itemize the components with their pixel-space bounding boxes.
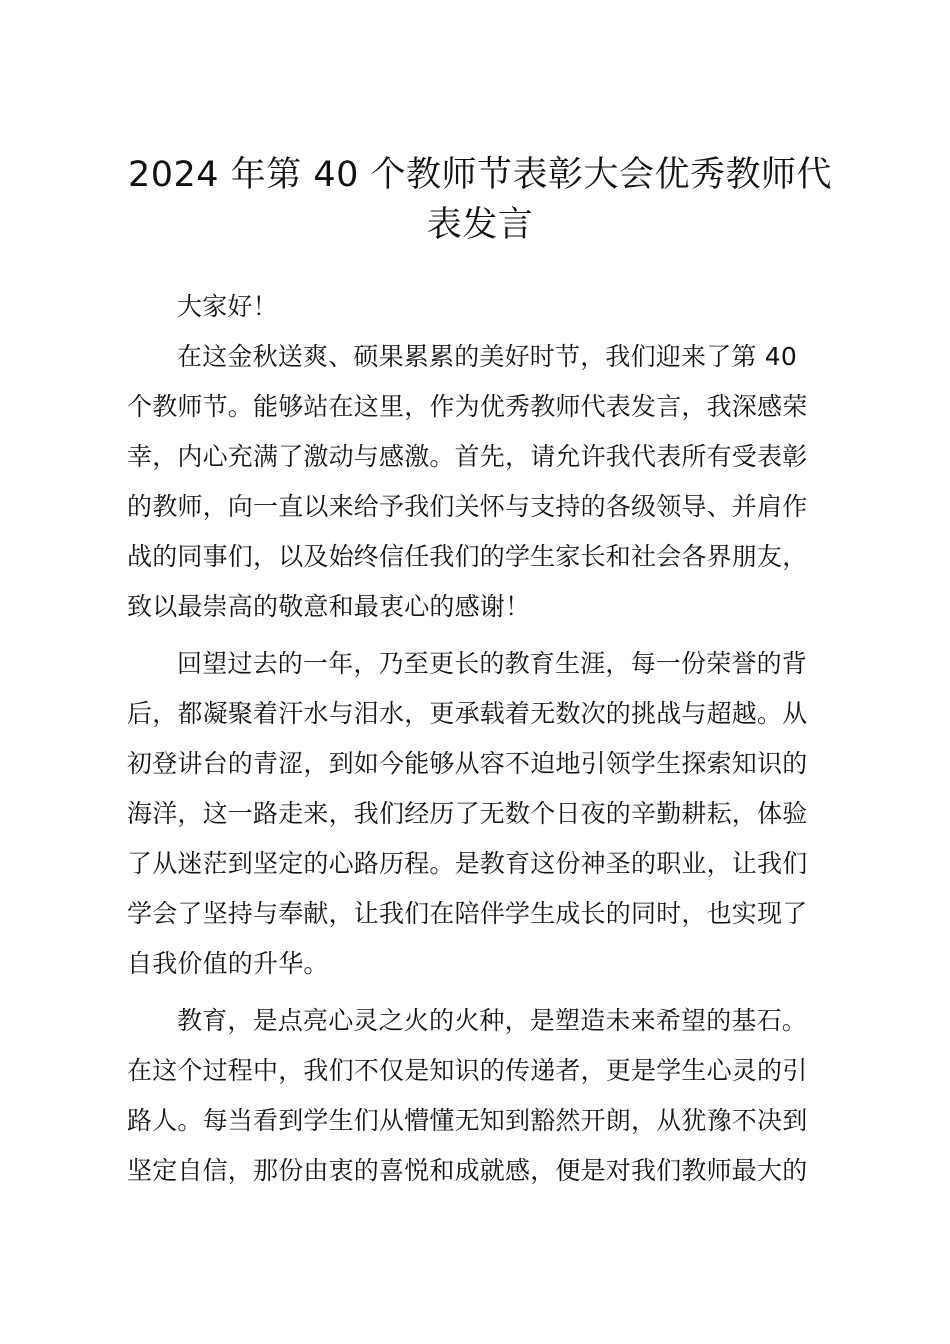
text-line: 初登讲台的青涩，到如今能够从容不迫地引领学生探索知识的 [127,749,808,778]
paragraph-spacer [127,989,837,996]
text-line: 海洋，这一路走来，我们经历了无数个日夜的辛勤耕耘，体验 [127,799,808,828]
text-line: 幸，内心充满了激动与感激。首先，请允许我代表所有受表彰 [127,442,808,471]
text-line: 在这个过程中，我们不仅是知识的传递者，更是学生心灵的引 [127,1056,808,1085]
document-body [127,282,837,1196]
text-line: 学会了坚持与奉献，让我们在陪伴学生成长的同时，也实现了 [127,899,808,928]
text-line: 回望过去的一年，乃至更长的教育生涯，每一份荣誉的背 [177,649,808,678]
text-line: 教育，是点亮心灵之火的火种，是塑造未来希望的基石。 [177,1006,808,1035]
text-line: 在这金秋送爽、硕果累累的美好时节，我们迎来了第 40 [177,342,797,371]
paragraph-spacer [127,632,837,639]
title-line-2: 表发言 [426,205,534,245]
text-line: 坚定自信，那份由衷的喜悦和成就感，便是对我们教师最大的 [127,1156,808,1185]
paragraph-3 [127,996,837,1196]
text-line: 路人。每当看到学生们从懵懂无知到豁然开朗，从犹豫不决到 [127,1106,808,1135]
text-line: 致以最崇高的敬意和最衷心的感谢！ [127,592,531,621]
text-line: 了从迷茫到坚定的心路历程。是教育这份神圣的职业，让我们 [127,849,808,878]
text-line: 后，都凝聚着汗水与泪水，更承载着无数次的挑战与超越。从 [127,699,808,728]
text-line: 的教师，向一直以来给予我们关怀与支持的各级领导、并肩作 [127,492,808,521]
text-line: 战的同事们，以及始终信任我们的学生家长和社会各界朋友， [127,542,808,571]
title-line-1: 2024 年第 40 个教师节表彰大会优秀教师代 [128,155,832,195]
document-title [120,150,840,250]
paragraph-greeting [127,282,837,332]
text-line: 个教师节。能够站在这里，作为优秀教师代表发言，我深感荣 [127,392,808,421]
text-line: 大家好！ [177,292,278,321]
text-line: 自我价值的升华。 [127,949,329,978]
paragraph-2 [127,639,837,989]
paragraph-1 [127,332,837,632]
